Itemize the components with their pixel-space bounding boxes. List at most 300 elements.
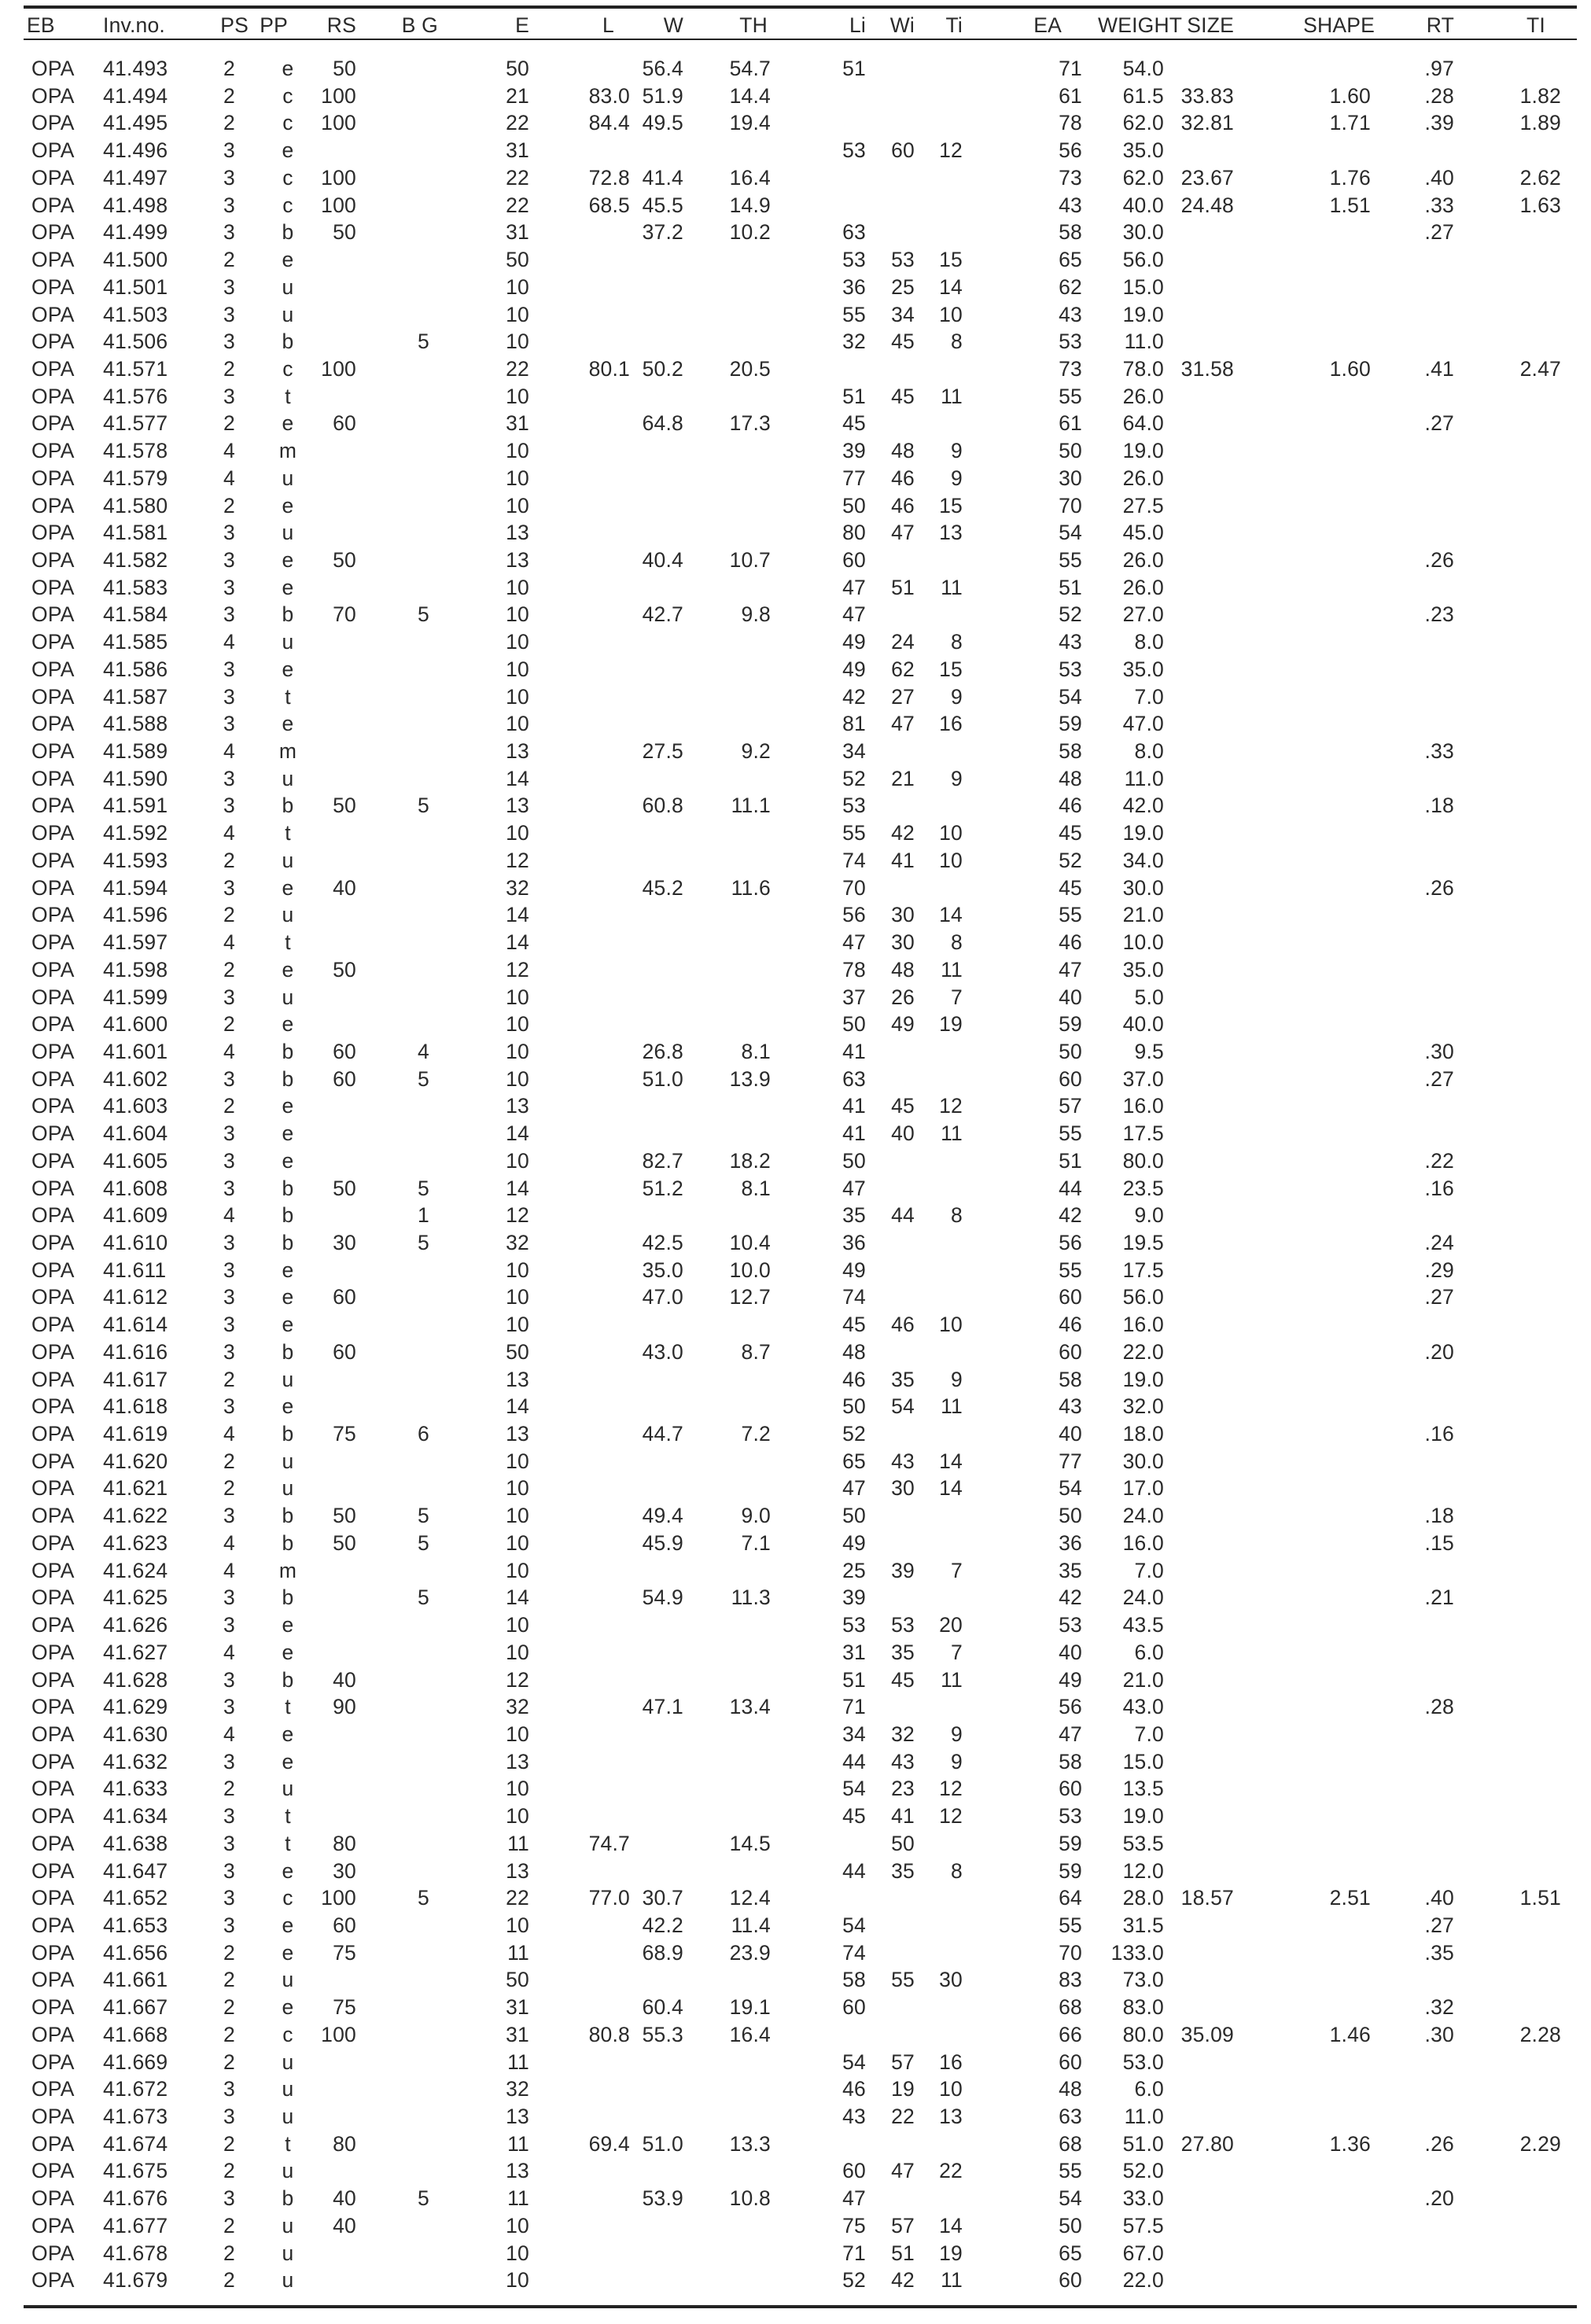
cell-rt: .20 bbox=[1424, 1339, 1454, 1364]
cell-e: 10 bbox=[506, 274, 529, 299]
table-row bbox=[0, 1147, 1591, 1174]
cell-weight: 13.5 bbox=[1122, 1777, 1164, 1801]
cell-weight: 52.0 bbox=[1122, 2159, 1164, 2183]
cell-li: 47 bbox=[842, 1476, 866, 1501]
cell-rt: .29 bbox=[1424, 1258, 1454, 1282]
cell-weight: 34.0 bbox=[1122, 848, 1164, 872]
cell-pp: e bbox=[282, 1940, 294, 1965]
cell-ps: 2 bbox=[223, 903, 235, 927]
cell-th: 7.2 bbox=[741, 1422, 771, 1446]
cell-weight: 7.0 bbox=[1134, 1558, 1164, 1582]
cell-li: 41 bbox=[842, 1094, 866, 1118]
cell-ea: 62 bbox=[1059, 274, 1082, 299]
cell-e: 31 bbox=[506, 411, 529, 436]
cell-ps: 3 bbox=[223, 985, 235, 1009]
cell-e: 22 bbox=[506, 356, 529, 381]
cell-eb: OPA bbox=[31, 493, 75, 517]
cell-ti: 12 bbox=[939, 138, 963, 163]
cell-eb: OPA bbox=[31, 1695, 75, 1719]
cell-e: 22 bbox=[506, 165, 529, 190]
cell-ti: 11 bbox=[941, 957, 963, 982]
cell-pp: e bbox=[282, 1858, 294, 1883]
cell-ea: 53 bbox=[1059, 330, 1082, 354]
cell-wi: 27 bbox=[891, 684, 915, 709]
cell-ps: 3 bbox=[223, 1831, 235, 1855]
cell-eb: OPA bbox=[31, 466, 75, 490]
cell-ti: 11 bbox=[941, 1394, 963, 1419]
cell-w: 60.4 bbox=[642, 1995, 683, 2020]
cell-inv-no: 41.581 bbox=[103, 521, 168, 545]
cell-ti: 8 bbox=[951, 1858, 963, 1883]
cell-wi: 30 bbox=[891, 903, 915, 927]
cell-th: 13.3 bbox=[729, 2131, 771, 2156]
cell-ea: 65 bbox=[1059, 248, 1082, 271]
cell-weight: 61.5 bbox=[1122, 83, 1164, 108]
table-row bbox=[0, 929, 1591, 956]
cell-eb: OPA bbox=[31, 1722, 75, 1746]
cell-li: 50 bbox=[842, 1504, 866, 1528]
cell-pp: e bbox=[282, 493, 294, 517]
cell-ps: 3 bbox=[223, 712, 235, 736]
cell-weight: 23.5 bbox=[1122, 1176, 1164, 1200]
cell-weight: 56.0 bbox=[1122, 1285, 1164, 1309]
cell-ti: 22 bbox=[939, 2159, 963, 2183]
cell-ps: 4 bbox=[223, 930, 235, 954]
cell-e: 13 bbox=[506, 1858, 529, 1883]
cell-eb: OPA bbox=[31, 739, 75, 763]
cell-pp: e bbox=[282, 1394, 294, 1419]
cell-ps: 3 bbox=[223, 1913, 235, 1937]
cell-e: 10 bbox=[506, 1148, 529, 1173]
cell-e: 10 bbox=[506, 466, 529, 490]
cell-li: 54 bbox=[842, 2050, 866, 2074]
cell-size: 23.67 bbox=[1180, 165, 1234, 190]
cell-li: 47 bbox=[842, 1176, 866, 1200]
cell-pp: m bbox=[278, 1558, 297, 1582]
cell-inv-no: 41.633 bbox=[103, 1777, 168, 1801]
cell-ea: 40 bbox=[1059, 985, 1082, 1009]
cell-e: 13 bbox=[506, 1422, 529, 1446]
cell-wi: 42 bbox=[891, 2268, 915, 2293]
cell-li: 77 bbox=[842, 466, 866, 490]
cell-e: 22 bbox=[506, 193, 529, 217]
cell-wi: 35 bbox=[891, 1858, 915, 1883]
cell-ea: 55 bbox=[1059, 903, 1082, 927]
cell-wi: 19 bbox=[891, 2077, 915, 2101]
cell-inv-no: 41.679 bbox=[103, 2268, 168, 2293]
cell-bg: 5 bbox=[418, 794, 429, 818]
cell-weight: 35.0 bbox=[1122, 657, 1164, 681]
cell-inv-no: 41.617 bbox=[103, 1367, 168, 1391]
cell-ti: 15 bbox=[939, 493, 963, 517]
cell-wi: 57 bbox=[891, 2213, 915, 2237]
cell-e: 11 bbox=[507, 2186, 529, 2211]
cell-eb: OPA bbox=[31, 712, 75, 736]
table-row bbox=[0, 2212, 1591, 2239]
cell-li: 71 bbox=[842, 1695, 866, 1719]
cell-w: 68.9 bbox=[642, 1940, 683, 1965]
cell-pp: u bbox=[282, 274, 294, 299]
cell-li: 52 bbox=[842, 1422, 866, 1446]
cell-eb: OPA bbox=[31, 1339, 75, 1364]
cell-rt: .16 bbox=[1424, 1176, 1454, 1200]
table-row bbox=[0, 410, 1591, 436]
cell-weight: 24.0 bbox=[1122, 1586, 1164, 1610]
table-row bbox=[0, 246, 1591, 273]
cell-eb: OPA bbox=[31, 1858, 75, 1883]
cell-wi: 21 bbox=[891, 766, 915, 790]
cell-pp: t bbox=[285, 1831, 291, 1855]
cell-eb: OPA bbox=[31, 1313, 75, 1337]
cell-rs: 40 bbox=[333, 2213, 356, 2237]
cell-ti: 11 bbox=[941, 1667, 963, 1692]
table-row bbox=[0, 1775, 1591, 1802]
cell-ti: 10 bbox=[939, 2077, 963, 2101]
cell-ea: 51 bbox=[1059, 575, 1082, 599]
cell-e: 32 bbox=[506, 875, 529, 900]
cell-inv-no: 41.496 bbox=[103, 138, 168, 163]
cell-w: 50.2 bbox=[642, 356, 683, 381]
cell-l: 80.1 bbox=[588, 356, 630, 381]
cell-e: 14 bbox=[506, 903, 529, 927]
cell-weight: 16.0 bbox=[1122, 1530, 1164, 1555]
cell-ps: 4 bbox=[223, 1530, 235, 1555]
cell-ps: 4 bbox=[223, 466, 235, 490]
cell-ea: 77 bbox=[1059, 1449, 1082, 1473]
cell-li: 47 bbox=[842, 575, 866, 599]
cell-eb: OPA bbox=[31, 1640, 75, 1664]
cell-weight: 19.5 bbox=[1122, 1231, 1164, 1254]
cell-pp: b bbox=[282, 1176, 294, 1200]
cell-e: 21 bbox=[506, 83, 529, 108]
cell-rs: 70 bbox=[333, 602, 356, 627]
cell-ti: 12 bbox=[939, 1804, 963, 1829]
cell-rt: .97 bbox=[1424, 57, 1454, 80]
cell-weight: 37.0 bbox=[1122, 1066, 1164, 1091]
table-row bbox=[0, 2185, 1591, 2212]
table-row bbox=[0, 383, 1591, 410]
cell-w: 49.5 bbox=[642, 111, 683, 135]
cell-bg: 5 bbox=[418, 1176, 429, 1200]
cell-li: 48 bbox=[842, 1339, 866, 1364]
cell-e: 10 bbox=[506, 330, 529, 354]
cell-w: 35.0 bbox=[642, 1258, 683, 1282]
cell-pp: u bbox=[282, 2077, 294, 2101]
table-row bbox=[0, 1748, 1591, 1775]
cell-shape: 1.76 bbox=[1329, 165, 1371, 190]
cell-eb: OPA bbox=[31, 302, 75, 326]
cell-shape: 1.46 bbox=[1329, 2022, 1371, 2046]
cell-ps: 4 bbox=[223, 630, 235, 654]
cell-ea: 73 bbox=[1059, 165, 1082, 190]
cell-ea: 43 bbox=[1059, 193, 1082, 217]
cell-ps: 3 bbox=[223, 193, 235, 217]
table-row bbox=[0, 437, 1591, 464]
cell-ea: 46 bbox=[1059, 1313, 1082, 1337]
cell-ea: 60 bbox=[1059, 1777, 1082, 1801]
cell-ea: 58 bbox=[1059, 739, 1082, 763]
cell-rs: 50 bbox=[333, 1176, 356, 1200]
cell-ea: 55 bbox=[1059, 2159, 1082, 2183]
cell-ti: 16 bbox=[939, 712, 963, 736]
cell-e: 10 bbox=[506, 1804, 529, 1829]
cell-ps: 3 bbox=[223, 875, 235, 900]
cell-inv-no: 41.625 bbox=[103, 1586, 168, 1610]
cell-shape: 1.60 bbox=[1329, 356, 1371, 381]
cell-li: 36 bbox=[842, 1231, 866, 1254]
cell-eb: OPA bbox=[31, 2186, 75, 2211]
cell-rt: .28 bbox=[1424, 1695, 1454, 1719]
cell-li: 44 bbox=[842, 1749, 866, 1773]
cell-th: 16.4 bbox=[729, 2022, 771, 2046]
cell-bg: 5 bbox=[418, 2186, 429, 2211]
table-row bbox=[0, 656, 1591, 683]
cell-li: 74 bbox=[842, 1940, 866, 1965]
cell-weight: 24.0 bbox=[1122, 1504, 1164, 1528]
cell-eb: OPA bbox=[31, 384, 75, 408]
cell-ps: 2 bbox=[223, 848, 235, 872]
cell-bg: 1 bbox=[418, 1203, 429, 1228]
cell-e: 14 bbox=[506, 766, 529, 790]
cell-ea: 48 bbox=[1059, 2077, 1082, 2101]
cell-li: 49 bbox=[842, 630, 866, 654]
cell-ti: 20 bbox=[939, 1613, 963, 1637]
cell-rt: .30 bbox=[1424, 1039, 1454, 1063]
cell-weight: 30.0 bbox=[1122, 1449, 1164, 1473]
cell-th: 10.8 bbox=[729, 2186, 771, 2211]
cell-th: 10.2 bbox=[729, 220, 771, 245]
cell-w: 26.8 bbox=[642, 1039, 683, 1063]
cell-ti: 11 bbox=[941, 575, 963, 599]
cell-e: 10 bbox=[506, 493, 529, 517]
cell-bg: 5 bbox=[418, 1231, 429, 1254]
cell-inv-no: 41.627 bbox=[103, 1640, 168, 1664]
cell-ps: 2 bbox=[223, 1476, 235, 1501]
table-row bbox=[0, 219, 1591, 245]
cell-pp: c bbox=[282, 165, 293, 190]
cell-rt: .20 bbox=[1424, 2186, 1454, 2211]
cell-pp: e bbox=[282, 575, 294, 599]
table-row bbox=[0, 2157, 1591, 2184]
cell-th: 11.4 bbox=[731, 1913, 771, 1937]
cell-th: 9.2 bbox=[741, 739, 771, 763]
cell-e: 50 bbox=[506, 1339, 529, 1364]
cell-e: 50 bbox=[506, 1968, 529, 1992]
cell-ti: 10 bbox=[939, 302, 963, 326]
cell-ps: 3 bbox=[223, 1667, 235, 1692]
cell-e: 10 bbox=[506, 1313, 529, 1337]
cell-ps: 3 bbox=[223, 2077, 235, 2101]
cell-ps: 3 bbox=[223, 2186, 235, 2211]
cell-ps: 2 bbox=[223, 2131, 235, 2156]
cell-eb: OPA bbox=[31, 1285, 75, 1309]
cell-ps: 2 bbox=[223, 493, 235, 517]
cell-inv-no: 41.677 bbox=[103, 2213, 168, 2237]
cell-inv-no: 41.499 bbox=[103, 220, 168, 245]
cell-weight: 18.0 bbox=[1122, 1422, 1164, 1446]
cell-w: 45.5 bbox=[642, 193, 683, 217]
cell-inv-no: 41.493 bbox=[103, 57, 168, 80]
cell-inv-no: 41.494 bbox=[103, 83, 168, 108]
cell-ea: 51 bbox=[1059, 1148, 1082, 1173]
cell-li: 53 bbox=[842, 794, 866, 818]
cell-weight: 21.0 bbox=[1122, 1667, 1164, 1692]
cell-ti: 14 bbox=[939, 274, 963, 299]
cell-weight: 64.0 bbox=[1122, 411, 1164, 436]
cell-inv-no: 41.630 bbox=[103, 1722, 168, 1746]
cell-ea: 56 bbox=[1059, 1231, 1082, 1254]
cell-eb: OPA bbox=[31, 2159, 75, 2183]
cell-e: 11 bbox=[507, 2131, 529, 2156]
cell-ps: 2 bbox=[223, 83, 235, 108]
cell-pp: t bbox=[285, 2131, 291, 2156]
cell-rt: .27 bbox=[1424, 1066, 1454, 1091]
cell-li: 70 bbox=[842, 875, 866, 900]
cell-e: 13 bbox=[506, 2105, 529, 2128]
bottom-rule bbox=[24, 2305, 1577, 2308]
column-header-wi: Wi bbox=[889, 13, 915, 37]
cell-ti: 11 bbox=[941, 1121, 963, 1146]
cell-rs: 100 bbox=[321, 2022, 356, 2046]
cell-ea: 59 bbox=[1059, 1012, 1082, 1037]
table-row bbox=[0, 1448, 1591, 1475]
cell-e: 14 bbox=[506, 1586, 529, 1610]
cell-e: 10 bbox=[506, 1066, 529, 1091]
cell-w: 37.2 bbox=[642, 220, 683, 245]
cell-rt: .27 bbox=[1424, 1913, 1454, 1937]
column-header-pp: PP bbox=[260, 13, 288, 37]
cell-weight: 6.0 bbox=[1134, 1640, 1164, 1664]
cell-e: 10 bbox=[506, 1039, 529, 1063]
cell-weight: 7.0 bbox=[1134, 684, 1164, 709]
cell-eb: OPA bbox=[31, 2131, 75, 2156]
cell-ps: 2 bbox=[223, 2159, 235, 2183]
cell-pp: c bbox=[282, 193, 293, 217]
cell-rs: 75 bbox=[333, 1940, 356, 1965]
cell-pp: u bbox=[282, 985, 294, 1009]
cell-ti-index: 2.62 bbox=[1519, 165, 1561, 190]
cell-ea: 60 bbox=[1059, 1285, 1082, 1309]
cell-ps: 3 bbox=[223, 274, 235, 299]
cell-pp: b bbox=[282, 1339, 294, 1364]
column-header-ti-index: TI bbox=[1527, 13, 1545, 37]
cell-w: 42.5 bbox=[642, 1231, 683, 1254]
cell-th: 10.4 bbox=[729, 1231, 771, 1254]
cell-w: 45.9 bbox=[642, 1530, 683, 1555]
cell-e: 10 bbox=[506, 712, 529, 736]
cell-wi: 45 bbox=[891, 384, 915, 408]
cell-li: 80 bbox=[842, 521, 866, 545]
cell-ps: 4 bbox=[223, 1558, 235, 1582]
table-row bbox=[0, 1530, 1591, 1556]
cell-shape: 1.60 bbox=[1329, 83, 1371, 108]
cell-li: 25 bbox=[842, 1558, 866, 1582]
cell-eb: OPA bbox=[31, 575, 75, 599]
cell-weight: 21.0 bbox=[1122, 903, 1164, 927]
cell-weight: 5.0 bbox=[1134, 985, 1164, 1009]
cell-weight: 12.0 bbox=[1122, 1858, 1164, 1883]
cell-rs: 60 bbox=[333, 1913, 356, 1937]
cell-eb: OPA bbox=[31, 1039, 75, 1063]
cell-rs: 60 bbox=[333, 1066, 356, 1091]
cell-ti: 11 bbox=[941, 2268, 963, 2293]
cell-pp: e bbox=[282, 248, 294, 271]
cell-eb: OPA bbox=[31, 2105, 75, 2128]
cell-ea: 54 bbox=[1059, 1476, 1082, 1501]
cell-pp: u bbox=[282, 1367, 294, 1391]
cell-w: 56.4 bbox=[642, 57, 683, 80]
cell-e: 10 bbox=[506, 1613, 529, 1637]
cell-li: 39 bbox=[842, 439, 866, 463]
cell-ti: 8 bbox=[951, 930, 963, 954]
table-row bbox=[0, 465, 1591, 492]
table-row bbox=[0, 1939, 1591, 1966]
cell-li: 49 bbox=[842, 657, 866, 681]
cell-weight: 54.0 bbox=[1122, 57, 1164, 80]
cell-ti: 7 bbox=[951, 1640, 963, 1664]
cell-w: 55.3 bbox=[642, 2022, 683, 2046]
cell-shape: 1.51 bbox=[1329, 193, 1371, 217]
cell-wi: 26 bbox=[891, 985, 915, 1009]
cell-ti: 11 bbox=[941, 384, 963, 408]
cell-li: 52 bbox=[842, 2268, 866, 2293]
cell-pp: u bbox=[282, 1777, 294, 1801]
cell-l: 77.0 bbox=[588, 1886, 630, 1910]
cell-ps: 3 bbox=[223, 657, 235, 681]
cell-rt: .26 bbox=[1424, 875, 1454, 900]
cell-pp: e bbox=[282, 1749, 294, 1773]
cell-ps: 4 bbox=[223, 1640, 235, 1664]
cell-size: 24.48 bbox=[1180, 193, 1234, 217]
cell-e: 10 bbox=[506, 821, 529, 845]
cell-w: 51.2 bbox=[642, 1176, 683, 1200]
table-row bbox=[0, 301, 1591, 328]
cell-ea: 53 bbox=[1059, 1804, 1082, 1829]
cell-wi: 47 bbox=[891, 712, 915, 736]
cell-rt: .26 bbox=[1424, 2131, 1454, 2156]
column-header-ps: PS bbox=[220, 13, 249, 37]
column-header-shape: SHAPE bbox=[1303, 13, 1375, 37]
cell-rs: 30 bbox=[333, 1858, 356, 1883]
cell-eb: OPA bbox=[31, 1258, 75, 1282]
cell-ps: 3 bbox=[223, 521, 235, 545]
cell-rt: .21 bbox=[1424, 1586, 1454, 1610]
cell-weight: 43.5 bbox=[1122, 1613, 1164, 1637]
cell-ps: 2 bbox=[223, 957, 235, 982]
cell-weight: 17.0 bbox=[1122, 1476, 1164, 1501]
cell-li: 51 bbox=[842, 1667, 866, 1692]
cell-inv-no: 41.601 bbox=[103, 1039, 168, 1063]
table-row bbox=[0, 1830, 1591, 1857]
header-row bbox=[0, 9, 1591, 39]
cell-wi: 57 bbox=[891, 2050, 915, 2074]
cell-ti: 10 bbox=[939, 848, 963, 872]
cell-rs: 40 bbox=[333, 1667, 356, 1692]
cell-pp: b bbox=[282, 1231, 294, 1254]
cell-weight: 67.0 bbox=[1122, 2241, 1164, 2265]
cell-e: 50 bbox=[506, 57, 529, 80]
cell-pp: b bbox=[282, 2186, 294, 2211]
cell-pp: b bbox=[282, 794, 294, 818]
cell-e: 14 bbox=[506, 1121, 529, 1146]
cell-ea: 60 bbox=[1059, 2050, 1082, 2074]
cell-ea: 55 bbox=[1059, 1258, 1082, 1282]
cell-eb: OPA bbox=[31, 1804, 75, 1829]
cell-li: 41 bbox=[842, 1121, 866, 1146]
cell-inv-no: 41.498 bbox=[103, 193, 168, 217]
cell-th: 54.7 bbox=[729, 57, 771, 80]
cell-eb: OPA bbox=[31, 903, 75, 927]
